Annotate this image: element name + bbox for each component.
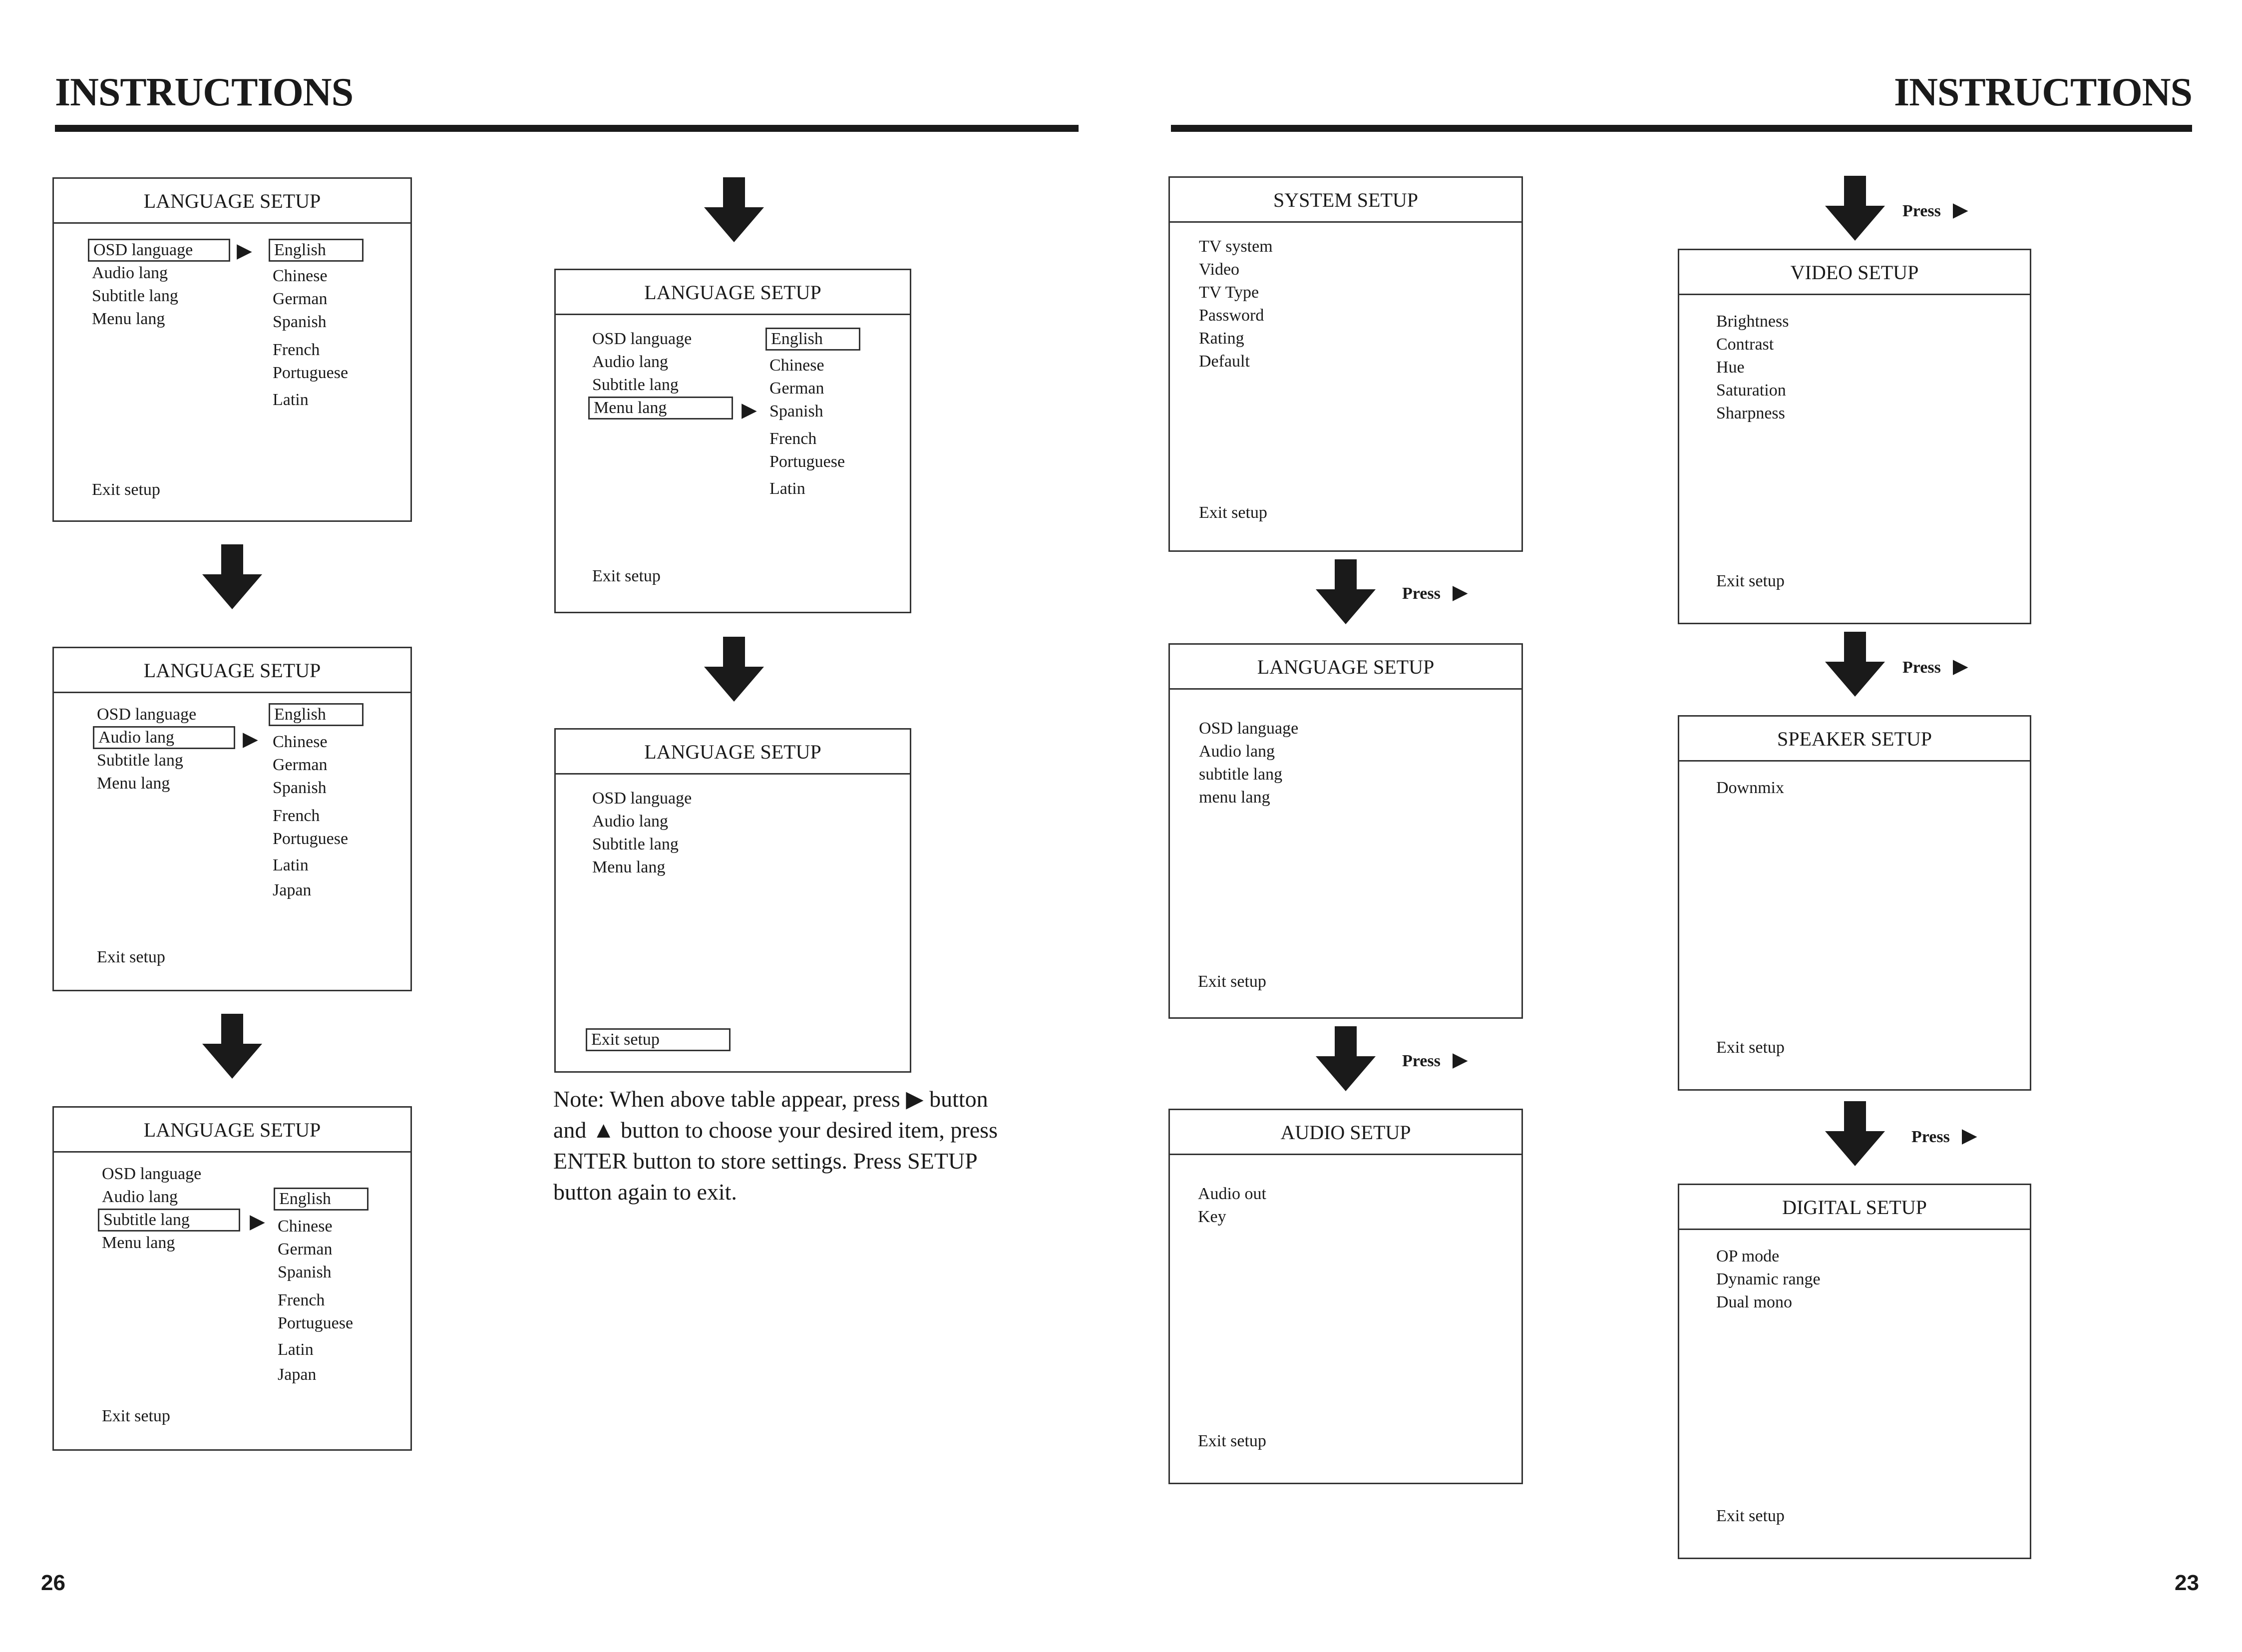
menu-title: LANGUAGE SETUP (54, 179, 410, 224)
option-german[interactable]: German (278, 1240, 333, 1258)
exit-setup[interactable]: Exit setup (1716, 1038, 1785, 1057)
down-arrow-icon (704, 177, 764, 242)
note-line: ENTER button to store settings. Press SETUP (553, 1148, 978, 1174)
language-setup-menu-b (52, 647, 412, 991)
menu-item-subtitle-lang[interactable]: subtitle lang (1199, 765, 1283, 784)
down-arrow-icon (1316, 1026, 1376, 1091)
right-heading-rule (1171, 125, 2192, 132)
down-arrow-icon (202, 544, 262, 609)
option-spanish[interactable]: Spanish (273, 779, 327, 797)
option-english[interactable]: English (274, 1188, 369, 1211)
menu-item-sharpness[interactable]: Sharpness (1716, 404, 1785, 422)
down-arrow-icon (202, 1014, 262, 1079)
press-right-hint (1402, 1048, 1468, 1071)
option-english[interactable]: English (269, 703, 364, 726)
down-arrow-icon (1316, 559, 1376, 624)
menu-item-downmix[interactable]: Downmix (1716, 779, 1784, 797)
menu-item-subtitle-lang[interactable]: Subtitle lang (592, 835, 679, 853)
video-setup-menu (1678, 249, 2031, 624)
language-setup-menu-a (52, 177, 412, 522)
option-french[interactable]: French (769, 429, 817, 448)
note-line: Note: When above table appear, press ▶ button (553, 1086, 988, 1112)
exit-setup[interactable]: Exit setup (97, 948, 165, 966)
menu-title: LANGUAGE SETUP (556, 270, 910, 315)
option-spanish[interactable]: Spanish (273, 313, 327, 331)
menu-title: LANGUAGE SETUP (54, 648, 410, 693)
selection-arrow-icon: ▶ (250, 1210, 265, 1233)
menu-items (1712, 310, 1793, 425)
option-chinese[interactable]: Chinese (273, 267, 328, 285)
press-label: Press (1902, 202, 1941, 220)
option-portuguese[interactable]: Portuguese (273, 364, 349, 382)
note-text (553, 1084, 1043, 1208)
menu-item-osd-language[interactable]: OSD language (1199, 719, 1299, 738)
menu-items (1712, 777, 1788, 800)
menu-item-subtitle-lang[interactable]: Subtitle lang (92, 287, 178, 305)
menu-title: LANGUAGE SETUP (54, 1108, 410, 1153)
menu-item-subtitle-lang[interactable]: Subtitle lang (98, 1209, 240, 1232)
selection-arrow-icon: ▶ (742, 399, 757, 421)
menu-items (1195, 235, 1277, 373)
note-line: and ▲ button to choose your desired item, press (553, 1117, 998, 1143)
press-right-hint (1402, 580, 1468, 604)
option-spanish[interactable]: Spanish (278, 1263, 332, 1281)
exit-setup[interactable]: Exit setup (1716, 1507, 1785, 1525)
play-arrow-icon: ▶ (1952, 198, 1968, 221)
menu-items (588, 328, 733, 419)
option-latin[interactable]: Latin (273, 856, 309, 874)
menu-item-audio-lang[interactable]: Audio lang (93, 726, 235, 749)
option-portuguese[interactable]: Portuguese (273, 829, 349, 848)
option-french[interactable]: French (278, 1291, 325, 1309)
menu-items (1195, 717, 1302, 809)
press-right-hint (1902, 198, 1968, 221)
menu-item-audio-lang[interactable]: Audio lang (92, 264, 168, 282)
menu-item-dynamic-range[interactable]: Dynamic range (1716, 1270, 1821, 1288)
menu-item-audio-lang[interactable]: Audio lang (1199, 742, 1275, 761)
menu-item-osd-language[interactable]: OSD language (102, 1165, 202, 1183)
menu-item-audio-out[interactable]: Audio out (1198, 1185, 1266, 1203)
menu-title: SYSTEM SETUP (1170, 178, 1521, 223)
language-setup-menu-right (1168, 643, 1523, 1019)
menu-item-menu-lang[interactable]: Menu lang (588, 397, 733, 419)
menu-item-video[interactable]: Video (1199, 260, 1240, 279)
audio-setup-menu (1168, 1109, 1523, 1484)
press-right-hint (1911, 1124, 1977, 1147)
exit-setup[interactable]: Exit setup (102, 1407, 170, 1425)
menu-item-tv-system[interactable]: TV system (1199, 237, 1273, 256)
play-arrow-icon: ▶ (1452, 1048, 1468, 1071)
exit-setup[interactable]: Exit setup (592, 567, 661, 585)
menu-items (98, 1163, 240, 1254)
menu-item-tv-type[interactable]: TV Type (1199, 283, 1259, 302)
option-japan[interactable]: Japan (273, 881, 312, 899)
down-arrow-icon (1825, 1101, 1885, 1166)
right-page-heading: INSTRUCTIONS (1893, 70, 2192, 114)
menu-item-key[interactable]: Key (1198, 1208, 1226, 1226)
menu-title: LANGUAGE SETUP (1170, 645, 1521, 690)
option-japan[interactable]: Japan (278, 1365, 317, 1384)
press-label: Press (1911, 1128, 1950, 1146)
page-number-left: 26 (41, 1571, 65, 1595)
press-label: Press (1402, 584, 1441, 603)
speaker-setup-menu (1678, 715, 2031, 1091)
menu-item-brightness[interactable]: Brightness (1716, 312, 1789, 331)
play-arrow-icon: ▶ (1961, 1124, 1977, 1147)
option-portuguese[interactable]: Portuguese (769, 452, 845, 471)
menu-item-menu-lang[interactable]: Menu lang (592, 858, 666, 876)
language-setup-menu-d (554, 269, 911, 613)
menu-item-osd-language[interactable]: OSD language (88, 239, 230, 262)
play-arrow-icon: ▶ (1952, 655, 1968, 677)
menu-item-hue[interactable]: Hue (1716, 358, 1745, 377)
menu-item-osd-language[interactable]: OSD language (592, 330, 692, 348)
option-english[interactable]: English (269, 239, 364, 262)
down-arrow-icon (1825, 632, 1885, 697)
menu-item-menu-lang[interactable]: Menu lang (102, 1234, 175, 1252)
option-english[interactable]: English (765, 328, 860, 351)
exit-setup[interactable]: Exit setup (92, 480, 160, 499)
system-setup-menu (1168, 176, 1523, 552)
option-spanish[interactable]: Spanish (769, 402, 823, 420)
menu-items (1712, 1245, 1825, 1314)
exit-setup[interactable]: Exit setup (1198, 1432, 1266, 1450)
exit-setup[interactable]: Exit setup (1199, 503, 1267, 522)
menu-item-subtitle-lang[interactable]: Subtitle lang (97, 751, 183, 770)
note-line: button again to exit. (553, 1179, 737, 1205)
press-label: Press (1902, 658, 1941, 677)
menu-items (588, 787, 696, 879)
menu-title: LANGUAGE SETUP (556, 730, 910, 775)
option-chinese[interactable]: Chinese (769, 356, 824, 375)
option-portuguese[interactable]: Portuguese (278, 1314, 354, 1332)
menu-item-menu-lang[interactable]: Menu lang (97, 774, 170, 793)
option-latin[interactable]: Latin (769, 479, 805, 498)
press-label: Press (1402, 1052, 1441, 1070)
language-setup-menu-e (554, 728, 911, 1073)
option-french[interactable]: French (273, 341, 320, 359)
menu-title: DIGITAL SETUP (1679, 1185, 2030, 1230)
menu-items (93, 703, 235, 795)
left-page-heading: INSTRUCTIONS (55, 70, 354, 114)
menu-item-audio-lang[interactable]: Audio lang (102, 1188, 178, 1206)
exit-setup[interactable]: Exit setup (1198, 972, 1266, 991)
menu-item-password[interactable]: Password (1199, 306, 1264, 325)
menu-item-osd-language[interactable]: OSD language (592, 789, 692, 808)
menu-item-osd-language[interactable]: OSD language (97, 705, 197, 724)
selection-arrow-icon: ▶ (237, 239, 252, 262)
menu-item-audio-lang[interactable]: Audio lang (592, 353, 669, 371)
menu-title: AUDIO SETUP (1170, 1110, 1521, 1155)
menu-item-subtitle-lang[interactable]: Subtitle lang (592, 376, 679, 394)
down-arrow-icon (1825, 176, 1885, 241)
menu-item-rating[interactable]: Rating (1199, 329, 1244, 348)
menu-items (1194, 1183, 1270, 1229)
option-chinese[interactable]: Chinese (273, 733, 328, 751)
menu-items (88, 239, 230, 331)
left-heading-rule (55, 125, 1079, 132)
menu-title: VIDEO SETUP (1679, 250, 2030, 295)
menu-title: SPEAKER SETUP (1679, 717, 2030, 762)
option-chinese[interactable]: Chinese (278, 1217, 333, 1236)
selection-arrow-icon: ▶ (243, 728, 258, 750)
language-setup-menu-c (52, 1106, 412, 1451)
menu-item-audio-lang[interactable]: Audio lang (592, 812, 669, 830)
menu-item-default[interactable]: Default (1199, 352, 1250, 371)
menu-item-contrast[interactable]: Contrast (1716, 335, 1774, 354)
play-arrow-icon: ▶ (1452, 581, 1468, 603)
option-french[interactable]: French (273, 807, 320, 825)
option-german[interactable]: German (769, 379, 824, 398)
option-latin[interactable]: Latin (278, 1340, 314, 1359)
menu-item-menu-lang[interactable]: Menu lang (92, 310, 165, 328)
option-german[interactable]: German (273, 756, 328, 774)
menu-item-saturation[interactable]: Saturation (1716, 381, 1786, 400)
press-right-hint (1902, 654, 1968, 678)
option-german[interactable]: German (273, 290, 328, 308)
page-number-right: 23 (2175, 1571, 2199, 1595)
down-arrow-icon (704, 637, 764, 702)
menu-item-menu-lang[interactable]: menu lang (1199, 788, 1270, 807)
exit-setup[interactable]: Exit setup (1716, 572, 1785, 590)
option-latin[interactable]: Latin (273, 391, 309, 409)
digital-setup-menu (1678, 1184, 2031, 1559)
exit-setup[interactable]: Exit setup (586, 1028, 731, 1051)
menu-item-op-mode[interactable]: OP mode (1716, 1247, 1780, 1265)
menu-item-dual-mono[interactable]: Dual mono (1716, 1293, 1793, 1311)
